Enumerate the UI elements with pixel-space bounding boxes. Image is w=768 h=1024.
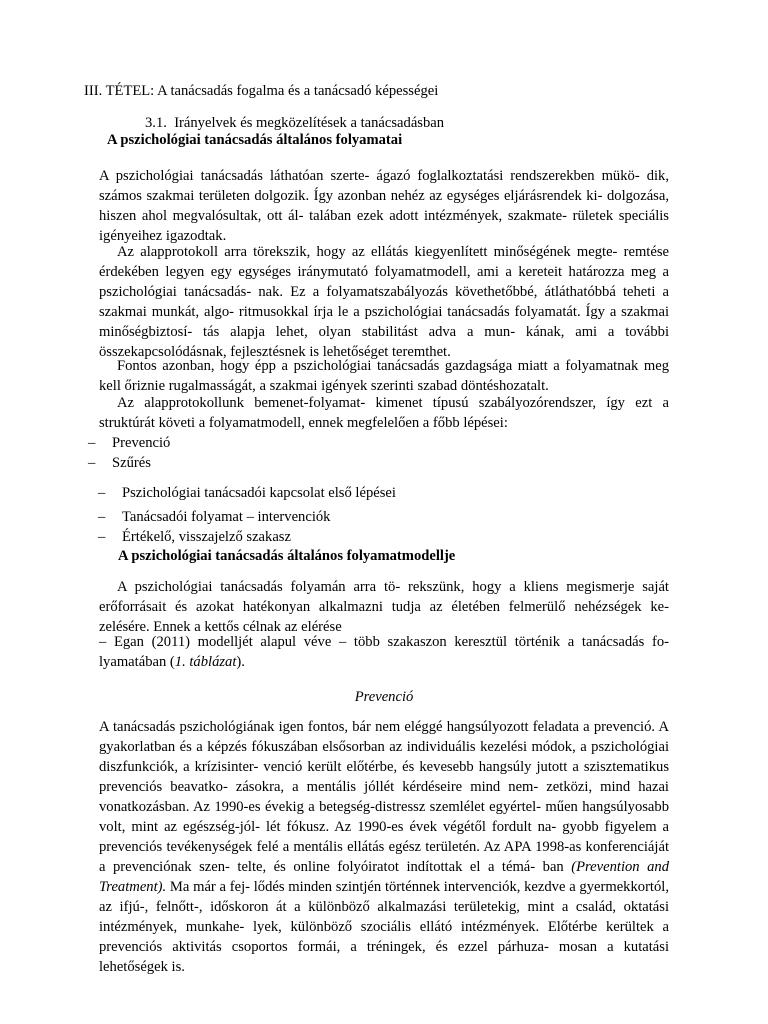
heading-process-model: A pszichológiai tanácsadás általános folyamatmodellje [118,548,456,564]
paragraph-5b-start: – Egan (2011) modelljét alapul véve – több szakaszon keresztül történik a tanácsadás fo- lyamatában ( [99,634,669,670]
list-dash: – [98,509,106,525]
paragraph-2: Az alapprotokoll arra törekszik, hogy az ellátás kiegyenlített minőségének megte- remtése érdekében legyen egy egységes iránymutató folyamatmodell, ami a kereteit határozza meg a pszichológiai tanácsadás- nak. Ez a folyamatszabályozás követhetőbbé, átláthatóbbá teheti a szakmai munkát, algo- ritmusokkal írja le a pszichológiai tanácsadás folyamatát. Így a szakmai minőségbiztosí- tás alapja lehet, olyan stabilitást adva a mun- kának, ami a további összekapcsolódásnak, fejlesztésnek is lehetőséget teremthet. [99,244,669,360]
list-dash: – [88,455,96,471]
paragraph-5: A pszichológiai tanácsadás folyamán arra tö- rekszünk, hogy a kliens megismerje saját erőforrásait és azokat hatékonyan alkalmazni tudja az életében felmerülő nehézségek ke- zelésére. Ennek a kettős célnak az elérése [99,579,669,635]
paragraph-6-end: Ma már a fej- lődés minden szintjén történnek intervenciók, kezdve a gyermekkortól, az ifjú-, felnőtt-, időskoron át a különböző alkalmazási területekig, mint a család, oktatási intézmények, munkahe- lyek, különböző szociális ellátó intézmények. Előtérbe kerültek a prevenciós aktivitás csoportos formái, a tréningek, és ezzel párhuza- mosan a kutatási lehetőségek is. [99,879,669,975]
paragraph-6-start: A tanácsadás pszichológiának igen fontos, bár nem eléggé hangsúlyozott feladata a prevenció. A gyakorlatban és a képzés fókuszában elsősorban az individuális kezelési módok, a pszichológiai diszfunkciók, a krízisinter- venció került előtérbe, és kevesebb hangsúly jutott a szisztematikus prevenciós beavatko- zásokra, a mentális jóllét kérdéseire mind nem- zetközi, mind hazai vonatkozásban. Az 1990-es évekig a betegség-distressz szemlélet egyértel- műen hangsúlyosabb volt, mint az egészség-jól- lét fókusz. Az 1990-es évek végétől fordult na- gyobb figyelem a prevenciós tevékenységek felé a mentális ellátás egész területén. Az APA 1998-as konferenciáját a prevenciónak szen- telte, és online folyóiratot indítottak el a témá- ban [99,719,669,875]
paragraph-5b [99,632,669,672]
list-dash: – [88,435,96,451]
list-dash: – [98,529,106,545]
list-item-text: Szűrés [112,455,151,471]
section-number: 3.1. [145,115,167,131]
list-item-text: Értékelő, visszajelző szakasz [122,529,291,545]
list-item-text: Pszichológiai tanácsadói kapcsolat első lépései [122,485,396,501]
heading-general-process: A pszichológiai tanácsadás általános folyamatai [107,132,403,148]
subheading-prevention: Prevenció [354,689,414,705]
paragraph-6 [99,717,669,977]
paragraph-4: Az alapprotokollunk bemenet-folyamat- kimenet típusú szabályozórendszer, így ezt a struktúrát követi a folyamatmodell, ennek megfelelően a főbb lépései: [99,395,669,431]
list-item-text: Prevenció [112,435,171,451]
table-reference: 1. táblázat [174,654,237,670]
page-title: III. TÉTEL: A tanácsadás fogalma és a tanácsadó képességei [84,83,439,99]
paragraph-3: Fontos azonban, hogy épp a pszichológiai tanácsadás gazdagsága miatt a folyamatnak meg kell őriznie rugalmasságát, a szakmai igények szerinti szabad döntéshozatalt. [99,358,669,394]
paragraph-5b-end: ). [236,654,245,670]
section-title: Irányelvek és megközelítések a tanácsadásban [174,115,445,131]
journal-name: (Prevention and Treatment). [99,859,669,895]
paragraph-1: A pszichológiai tanácsadás láthatóan szerte- ágazó foglalkoztatási rendszerekben mükö- dik, számos szakmai területen dolgozik. Így azonban nehéz az egységes eljárásrendek ki- dolgozása, hiszen ahol megvalósultak, ott ál- talában ezek adott intézmények, szakmate- rületek speciális igényeihez igazodtak. [99,168,669,244]
list-dash: – [98,485,106,501]
list-item-text: Tanácsadói folyamat – intervenciók [122,509,331,525]
